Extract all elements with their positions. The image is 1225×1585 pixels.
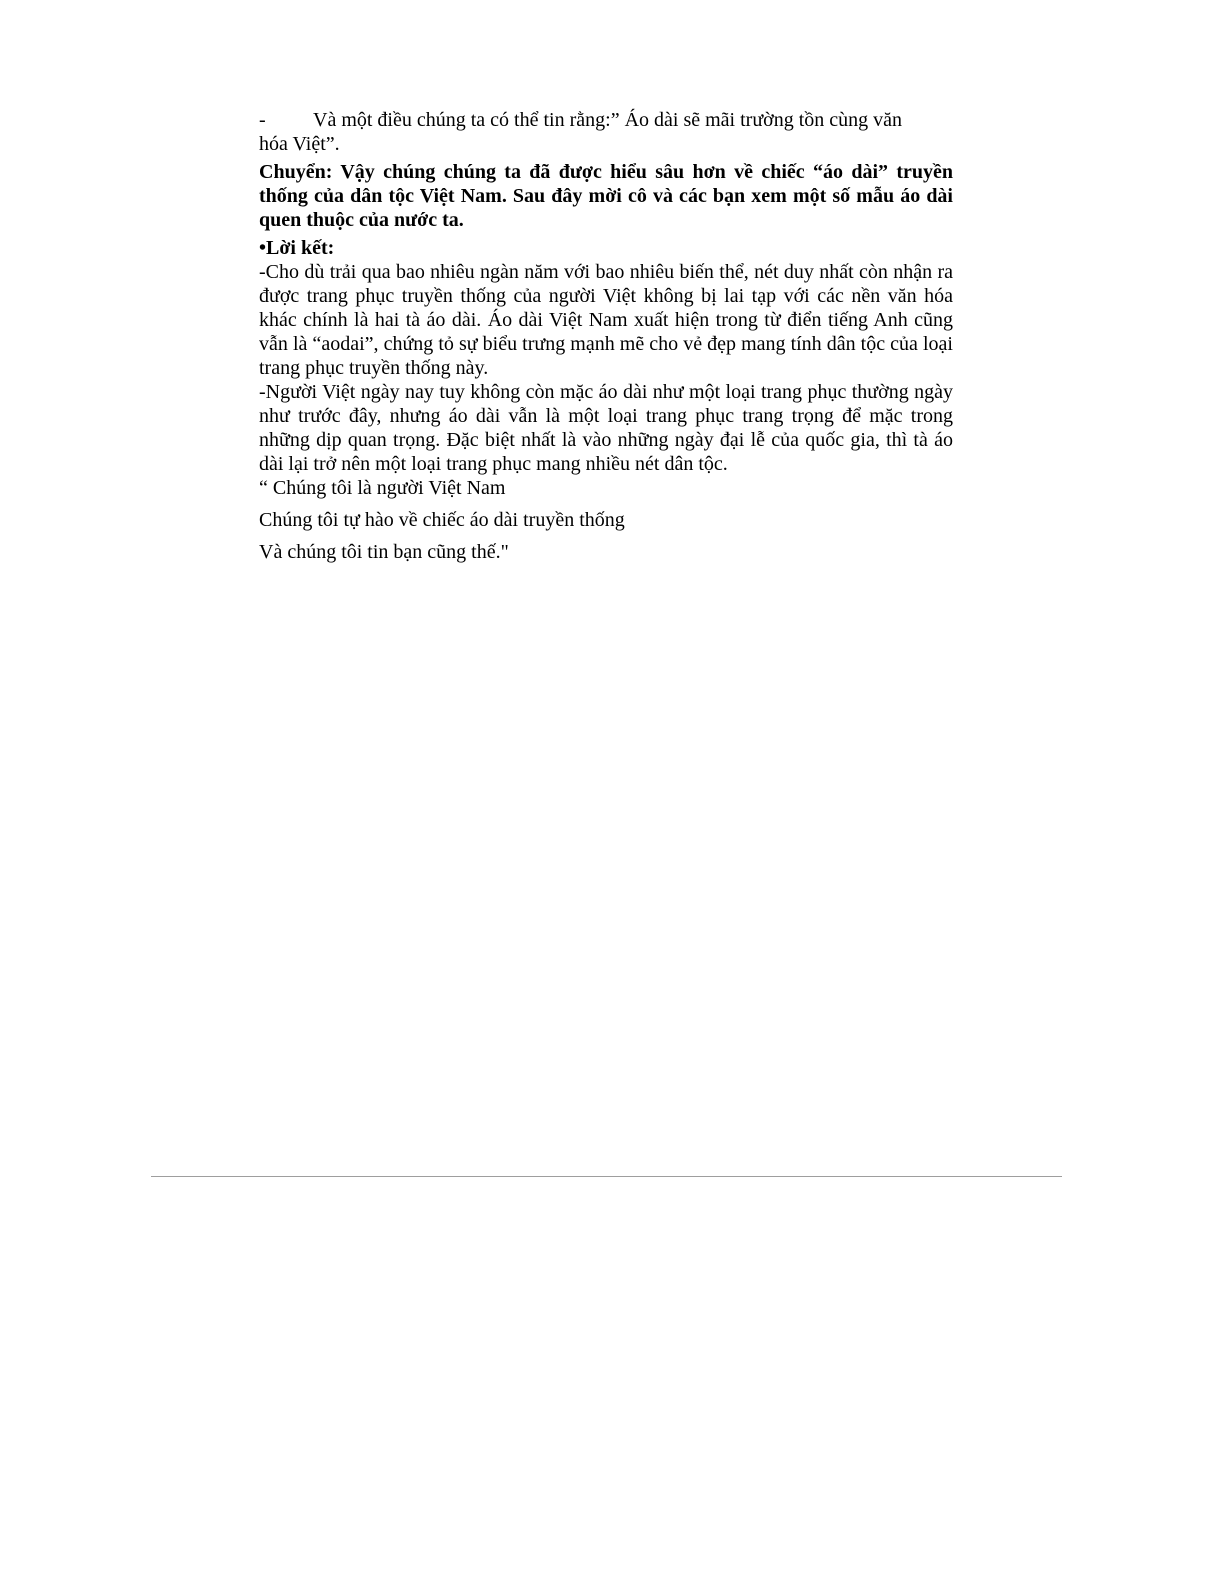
closing-paragraph-2: -Người Việt ngày nay tuy không còn mặc áo dài như một loại trang phục thường ngày như trước đây, nhưng áo dài vẫn là một loại trang phục trang trọng để mặc trong những dịp quan trọng. Đặc biệt nhất là vào những ngày đại lễ của quốc gia, thì tà áo dài lại trở nên một loại trang phục mang nhiều nét dân tộc. bbox=[259, 381, 953, 475]
page-content bbox=[259, 108, 953, 564]
poem-line-1: “ Chúng tôi là người Việt Nam bbox=[259, 477, 506, 499]
page-divider bbox=[151, 1176, 1062, 1177]
poem-line-3: Và chúng tôi tin bạn cũng thế." bbox=[259, 541, 509, 563]
intro-bullet bbox=[259, 108, 953, 132]
closing-poem bbox=[259, 476, 953, 564]
transition-paragraph: Chuyển: Vậy chúng chúng ta đã được hiểu sâu hơn về chiếc “áo dài” truyền thống của dân tộc Việt Nam. Sau đây mời cô và các bạn xem một số mẫu áo dài quen thuộc của nước ta. bbox=[259, 161, 953, 231]
closing-heading: •Lời kết: bbox=[259, 237, 335, 259]
intro-line-2: hóa Việt”. bbox=[259, 133, 340, 155]
closing-paragraph-1: -Cho dù trải qua bao nhiêu ngàn năm với bao nhiêu biến thể, nét duy nhất còn nhận ra được trang phục truyền thống của người Việt không bị lai tạp với các nền văn hóa khác chính là hai tà áo dài. Áo dài Việt Nam xuất hiện trong từ điển tiếng Anh cũng vẫn là “aodai”, chứng tỏ sự biểu trưng mạnh mẽ cho vẻ đẹp mang tính dân tộc của loại trang phục truyền thống này. bbox=[259, 261, 953, 379]
intro-line-1: Và một điều chúng ta có thể tin rằng:” Áo dài sẽ mãi trường tồn cùng văn bbox=[313, 109, 903, 131]
poem-line-2: Chúng tôi tự hào về chiếc áo dài truyền thống bbox=[259, 509, 625, 531]
dash-marker: - bbox=[259, 109, 266, 131]
